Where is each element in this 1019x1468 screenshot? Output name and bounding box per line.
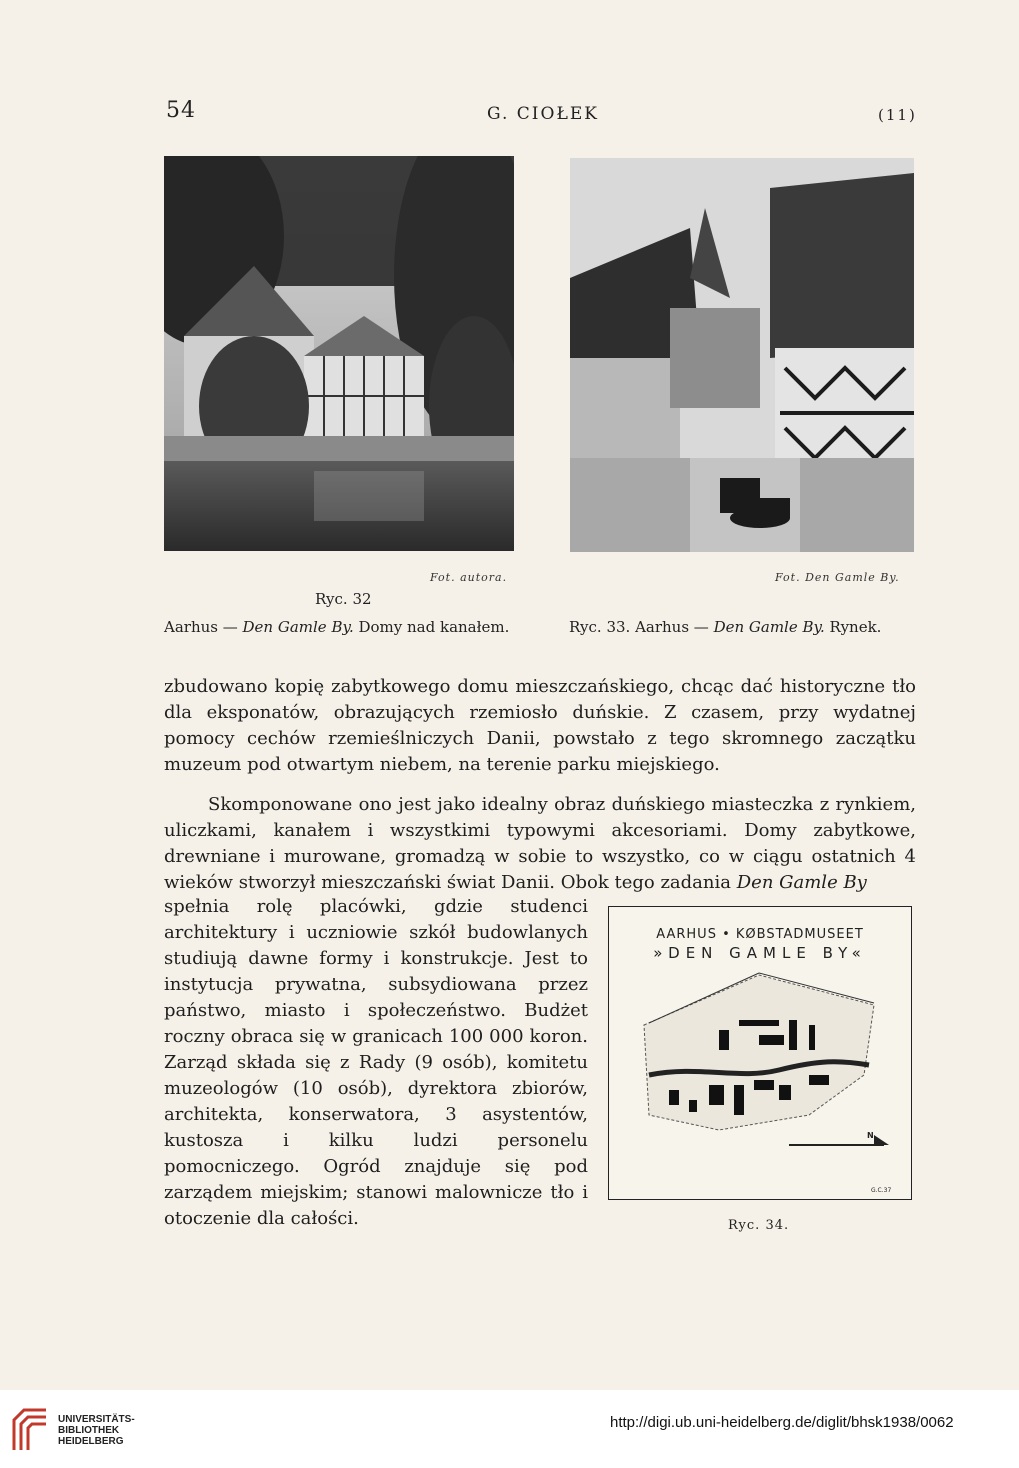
figure-34-label: Ryc. 34. bbox=[728, 1218, 790, 1233]
map-signature: G.C.37 bbox=[871, 1187, 892, 1194]
paragraph-2-wrap: spełnia rolę placówki, gdzie studenci architektury i uczniowie szkół budowlanych studiują dawne formy i konstrukcje. Jest to instytucja prywatna, subsydiowana przez państwo, miasto i społeczeństwo. Budżet roczny obraca się w granicach 100 000 koron. Zarząd składa się z Rady (9 osób), komitetu muzeologów (10 osób), dyrektora zbiorów, architekta, konserwatora, 3 asystentów, kustosza i kilku ludzi personelu pomocniczego. Ogród znajduje się pod zarządem miejskim; stanowi malownicze tło i otoczenie dla całości. bbox=[164, 896, 588, 1229]
page-number: 54 bbox=[166, 98, 196, 123]
source-url-link[interactable]: http://digi.ub.uni-heidelberg.de/diglit/bhsk1938/0062 bbox=[610, 1414, 954, 1431]
paragraph-2-top: Skomponowane ono jest jako idealny obraz duńskiego miasteczka z rynkiem, uliczkami, kanałem i wszystkimi typowymi akcesoriami. Domy zabytkowe, drewniane i murowane, gromadzą w sobie to wszystko, co w ciągu ostatnich 4 wieków stworzył mieszczański świat Danii. Obok tego zadania Den Gamle By bbox=[164, 794, 916, 893]
figure-32-photo bbox=[164, 156, 514, 551]
figure-33-credit: Fot. Den Gamle By. bbox=[775, 571, 900, 584]
museum-plan-drawing bbox=[609, 965, 911, 1195]
library-logo-icon bbox=[10, 1406, 50, 1454]
canal-houses-image bbox=[164, 156, 514, 551]
figure-33-caption: Ryc. 33. Aarhus — Den Gamle By. Rynek. bbox=[569, 618, 882, 636]
figure-33-photo bbox=[570, 158, 914, 552]
figure-34-map bbox=[608, 906, 912, 1200]
paragraph-1: zbudowano kopię zabytkowego domu mieszczańskiego, chcąc dać historyczne tło dla eksponatów, obrazujących rzemiosło duńskie. Z czasem, przy wydatnej pomocy cechów rzemieślniczych Danii, powstało z tego skromnego zaczątku muzeum pod otwartym niebem, na terenie parku miejskiego. bbox=[164, 676, 916, 775]
library-name: UNIVERSITÄTS- BIBLIOTHEK HEIDELBERG bbox=[58, 1414, 135, 1447]
running-head-section: (11) bbox=[878, 106, 917, 124]
north-label: N bbox=[867, 1131, 874, 1140]
map-title-line-1: AARHUS • KØBSTADMUSEET bbox=[656, 927, 864, 942]
market-square-image bbox=[570, 158, 914, 552]
library-footer bbox=[0, 1390, 1019, 1468]
figure-32-credit: Fot. autora. bbox=[430, 571, 508, 584]
map-title-line-2: »DEN GAMLE BY« bbox=[653, 944, 867, 962]
figure-32-label: Ryc. 32 bbox=[315, 590, 372, 608]
figure-32-caption: Aarhus — Den Gamle By. Domy nad kanałem. bbox=[164, 618, 510, 636]
running-head-author: G. CIOŁEK bbox=[487, 104, 599, 124]
